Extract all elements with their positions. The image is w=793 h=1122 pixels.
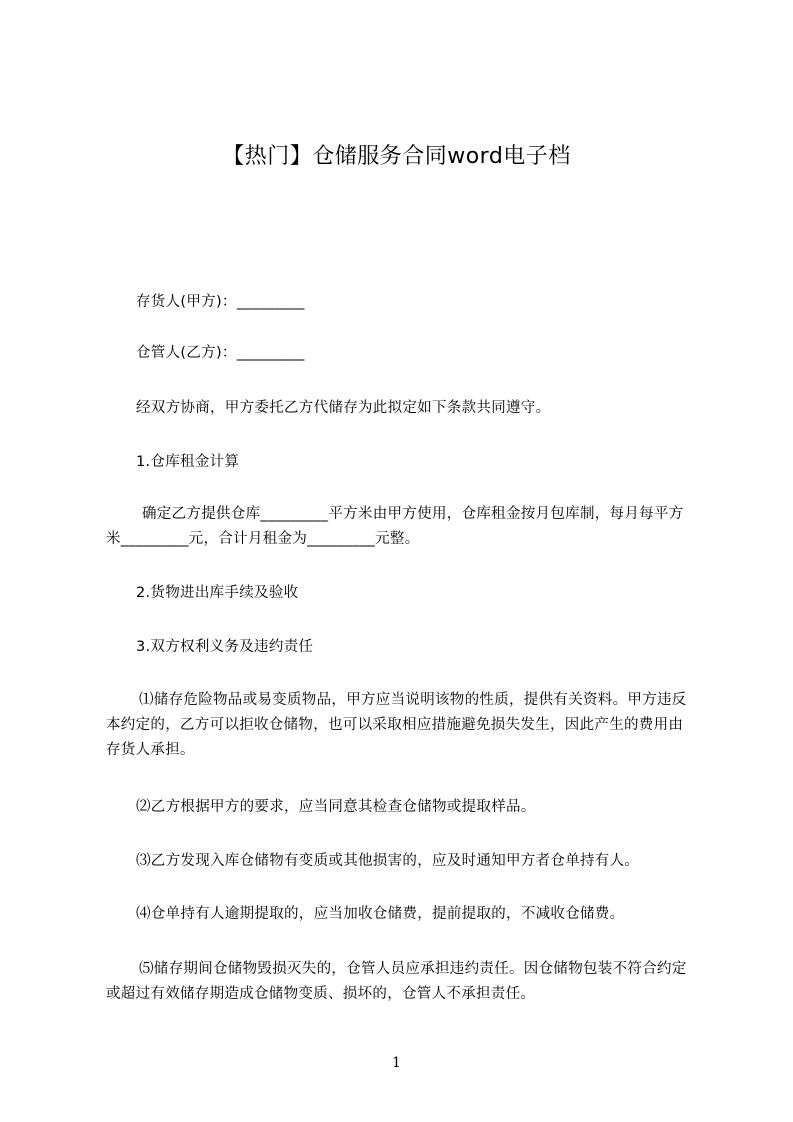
section-heading-2: 2.货物进出库手续及验收: [136, 585, 299, 601]
party-b-line: 仓管人(乙方)：_________: [136, 345, 305, 361]
rent-paragraph: 确定乙方提供仓库_________平方米由甲方使用，仓库租金按月包库制，每月每平方米_________元，合计月租金为_________元整。: [106, 506, 684, 547]
clause-4-paragraph: ⑷仓单持有人逾期提取的，应当加收仓储费，提前提取的，不减收仓储费。: [136, 906, 625, 922]
document-title: 【热门】仓储服务合同word电子档: [222, 144, 571, 169]
intro-paragraph: 经双方协商，甲方委托乙方代储存为此拟定如下条款共同遵守。: [136, 400, 551, 416]
clause-3-paragraph: ⑶乙方发现入库仓储物有变质或其他损害的，应及时通知甲方者仓单持有人。: [136, 853, 640, 869]
page-number: 1: [392, 1055, 401, 1071]
section-heading-3: 3.双方权利义务及违约责任: [136, 639, 314, 655]
section-heading-1: 1.仓库租金计算: [136, 454, 240, 470]
clause-5-paragraph: ⑸储存期间仓储物毁损灭失的，仓管人员应承担违约责任。因仓储物包装不符合约定或超过有效储存期造成仓储物变质、损坏的，仓管人不承担责任。: [106, 961, 687, 1002]
clause-1-paragraph: ⑴储存危险物品或易变质物品，甲方应当说明该物的性质，提供有关资料。甲方违反本约定的，乙方可以拒收仓储物，也可以采取相应措施避免损失发生，因此产生的费用由存货人承担。: [106, 692, 687, 758]
clause-2-paragraph: ⑵乙方根据甲方的要求，应当同意其检查仓储物或提取样品。: [136, 799, 536, 815]
party-a-line: 存货人(甲方)：_________: [136, 294, 305, 310]
